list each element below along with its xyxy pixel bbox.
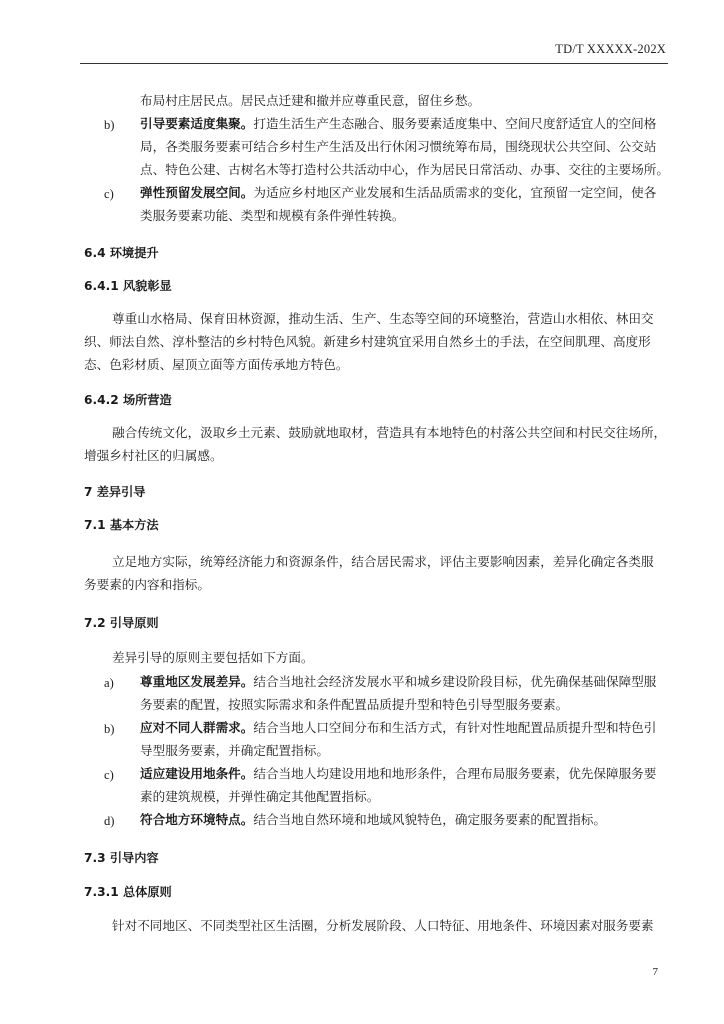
list-item-bold-lead: 符合地方环境特点。 — [140, 812, 254, 827]
header-rule — [80, 63, 668, 64]
list-item-text: 为适应乡村地区产业发展和生活品质需求的变化，宜预留一定空间，使各 — [253, 185, 657, 200]
list-marker: b) — [104, 118, 115, 132]
list-item-text: 结合当地人均建设用地和地形条件，合理布局服务要素，优先保障服务要 — [253, 766, 657, 781]
paragraph-line: 差异引导的原则主要包括如下方面。 — [112, 650, 314, 665]
paragraph-line: 布局村庄居民点。居民点迁建和撤并应尊重民意，留住乡愁。 — [140, 93, 481, 108]
list-marker: c) — [104, 187, 114, 201]
section-heading: 7.2 引导原则 — [84, 616, 159, 630]
list-item-first-line — [140, 676, 656, 689]
list-item-bold-lead: 弹性预留发展空间。 — [140, 185, 254, 200]
page-number: 7 — [652, 966, 658, 978]
subsection-heading: 7.3.1 总体原则 — [84, 885, 172, 899]
list-marker: a) — [104, 676, 114, 690]
list-item-text: 打造生活生产生态融合、服务要素适度集中、空间尺度舒适宜人的空间格 — [253, 116, 657, 131]
list-item-first-line — [140, 118, 656, 131]
list-item-first-line — [140, 814, 606, 827]
paragraph-line: 融合传统文化，汲取乡土元素、鼓励就地取材，营造具有本地特色的村落公共空间和村民交往场所， — [112, 425, 667, 440]
paragraph-line: 务要素的内容和指标。 — [84, 577, 210, 592]
section-heading: 7.1 基本方法 — [84, 518, 159, 532]
list-item-bold-lead: 应对不同人群需求。 — [140, 720, 254, 735]
list-marker: b) — [104, 722, 115, 736]
paragraph-line: 立足地方实际，统筹经济能力和资源条件，结合居民需求，评估主要影响因素，差异化确定各类服 — [112, 554, 654, 569]
list-item-bold-lead: 尊重地区发展差异。 — [140, 674, 254, 689]
list-item-bold-lead: 适应建设用地条件。 — [140, 766, 254, 781]
paragraph-line: 针对不同地区、不同类型社区生活圈，分析发展阶段、人口特征、用地条件、环境因素对服务要素 — [112, 918, 654, 933]
list-item-line: 素的建筑规模，并弹性确定其他配置指标。 — [140, 789, 380, 804]
list-marker: c) — [104, 768, 114, 782]
list-item-line: 局，各类服务要素可结合乡村生产生活及出行休闲习惯统筹布局，围绕现状公共空间、公交站 — [140, 139, 657, 154]
list-item-line: 导型服务要素，并确定配置指标。 — [140, 743, 329, 758]
list-marker: d) — [104, 814, 115, 828]
paragraph-line: 态、色彩材质、屋顶立面等方面传承地方特色。 — [84, 357, 349, 372]
paragraph-line: 尊重山水格局、保育田林资源，推动生活、生产、生态等空间的环境整治，营造山水相依、林田交 — [112, 311, 654, 326]
list-item-first-line — [140, 768, 656, 781]
list-item-text: 结合当地社会经济发展水平和城乡建设阶段目标，优先确保基础保障型服 — [253, 674, 657, 689]
list-item-line: 务要素的配置，按照实际需求和条件配置品质提升型和特色引导型服务要素。 — [140, 697, 569, 712]
list-item-text: 结合当地自然环境和地域风貌特色，确定服务要素的配置指标。 — [253, 812, 606, 827]
list-item-line: 点、特色公建、古树名木等打造村公共活动中心，作为居民日常活动、办事、交往的主要场所。 — [140, 162, 669, 177]
paragraph-line: 增强乡村社区的归属感。 — [84, 448, 223, 463]
list-item-first-line — [140, 722, 656, 735]
section-heading: 6.4 环境提升 — [84, 246, 159, 260]
list-item-line: 类服务要素功能、类型和规模有条件弹性转换。 — [140, 208, 405, 223]
section-heading: 7.3 引导内容 — [84, 851, 159, 865]
paragraph-line: 织、师法自然、淳朴整洁的乡村特色风貌。新建乡村建筑宜采用自然乡土的手法，在空间肌理、高度形 — [84, 334, 651, 349]
list-item-text: 结合当地人口空间分布和生活方式，有针对性地配置品质提升型和特色引 — [253, 720, 657, 735]
document-code: TD/T XXXXX-202X — [555, 42, 666, 56]
chapter-heading: 7 差异引导 — [84, 485, 146, 499]
subsection-heading: 6.4.2 场所营造 — [84, 393, 172, 407]
subsection-heading: 6.4.1 风貌彰显 — [84, 279, 172, 293]
list-item-bold-lead: 引导要素适度集聚。 — [140, 116, 254, 131]
list-item-first-line — [140, 187, 656, 200]
